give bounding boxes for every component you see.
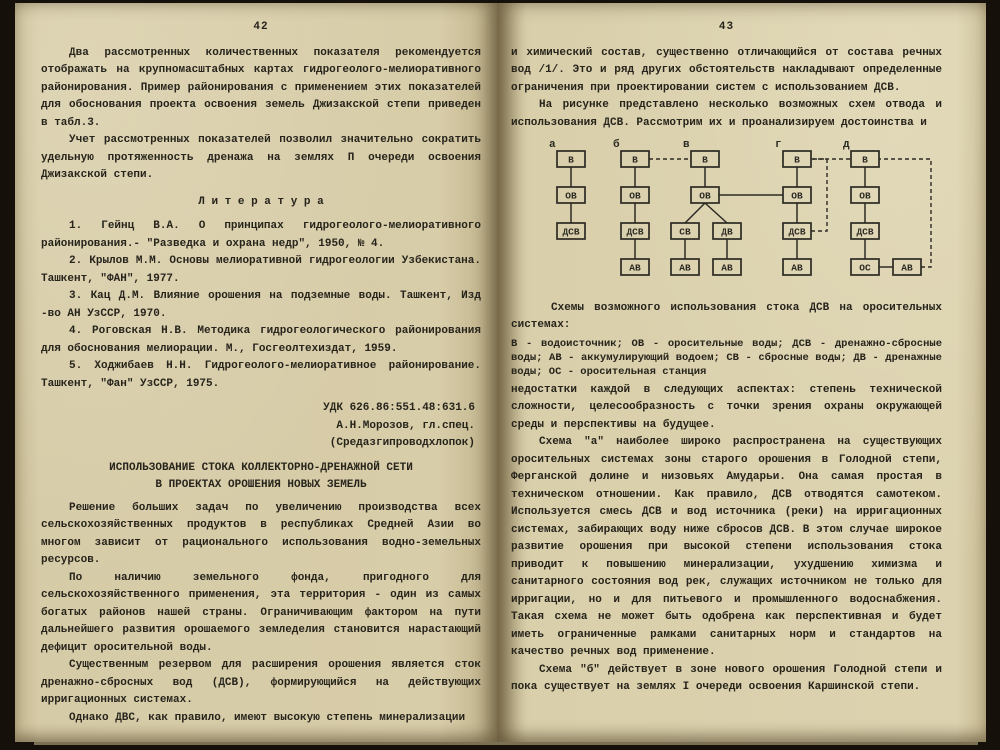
- box-reservoir: АВ: [901, 262, 913, 274]
- article-title-line2: В ПРОЕКТАХ ОРОШЕНИЯ НОВЫХ ЗЕМЕЛЬ: [155, 479, 367, 491]
- reference-item: 1. Гейнц В.А. О принципах гидрогеолого-мелиоративного районирования.- "Разведка и охрана недр", 1950, № 4.: [41, 220, 481, 250]
- schemes-diagram: [535, 137, 935, 289]
- reference-item: 2. Крылов М.М. Основы мелиоративной гидрогеологии Узбекистана. Ташкент, "ФАН", 1977.: [41, 255, 481, 285]
- box-reservoir: АВ: [791, 262, 803, 274]
- box-waste-water: СВ: [679, 226, 691, 238]
- box-pump-station: ОС: [859, 262, 871, 274]
- scheme-letter-v: в: [683, 139, 690, 151]
- paragraph: недостатки каждой в следующих аспектах: степень технической сложности, целесообразность с точки зрения охраны окружающей среды и перспективы на будущее.: [511, 383, 942, 431]
- figure-dsv-schemes: [535, 137, 942, 297]
- paragraph: Учет рассмотренных показателей позволил значительно сократить удельную протяженность дренажа на землях П очереди освоения Джизакской степи.: [41, 134, 481, 181]
- paragraph: На рисунке представлено несколько возможных схем отвода и использования ДСВ. Рассмотрим их и проанализируем достоинства и: [511, 99, 942, 129]
- page-number-left: 42: [253, 21, 269, 33]
- box-source: В: [568, 154, 574, 166]
- box-source: В: [794, 154, 800, 166]
- literature-heading: Л и т е р а т у р а: [198, 195, 324, 208]
- box-reservoir: АВ: [629, 262, 641, 274]
- box-drainage-water: ДСВ: [856, 226, 874, 238]
- box-reservoir: АВ: [721, 262, 733, 274]
- paragraph: По наличию земельного фонда, пригодного для сельскохозяйственного применения, эта территория - один из самых богатых районов нашей страны. Ограничивающим фактором на пути дальнейшего развития орошаемого земледелия становится нарастающий дефицит оросительной воды.: [41, 571, 481, 654]
- paragraph: Схема "б" действует в зоне нового орошения Голодной степи и пока существует на землях I очереди освоения Каршинской степи.: [511, 663, 942, 693]
- box-irrigation-water: ОВ: [565, 190, 577, 202]
- figure-legend: В - водоисточник; ОВ - оросительные воды; ДСВ - дренажно-сбросные воды; АВ - аккумулирующий водоем; СВ - сбросные воды; ДВ - дренажные воды; ОС - оросительная станция: [511, 337, 942, 378]
- box-irrigation-water: ОВ: [629, 190, 641, 202]
- paragraph: Решение больших задач по увеличению производства всех сельскохозяйственных продуктов в республиках Средней Азии во многом зависит от рационального использования водно-земельных ресурсов.: [41, 501, 481, 566]
- box-irrigation-water: ОВ: [859, 190, 871, 202]
- page-number-right: 43: [718, 21, 735, 33]
- reference-item: 4. Роговская Н.В. Методика гидрогеологического районирования для обоснования мелиорации. М., Госгеолтехиздат, 1959.: [41, 325, 481, 355]
- article-title-line1: ИСПОЛЬЗОВАНИЕ СТОКА КОЛЛЕКТОРНО-ДРЕНАЖНОЙ СЕТИ: [109, 461, 413, 474]
- reference-item: 5. Ходжибаев Н.Н. Гидрогеолого-мелиоративное районирование. Ташкент, "Фан" УзССР, 1975.: [41, 360, 481, 390]
- author-line: А.Н.Морозов, гл.спец.: [336, 419, 475, 432]
- scheme-letter-g: г: [775, 139, 782, 151]
- scheme-a: [557, 151, 585, 239]
- article-title: [41, 460, 481, 495]
- scheme-b: [621, 151, 649, 275]
- scheme-letter-a: а: [549, 139, 556, 151]
- box-irrigation-water: ОВ: [699, 190, 711, 202]
- scheme-letter-b: б: [613, 139, 620, 151]
- organization-line: (Средазгипроводхлопок): [329, 437, 475, 449]
- paragraph: Существенным резервом для расширения орошения является сток дренажно-сбросных вод (ДСВ), формирующийся на действующих ирригационных системах.: [41, 659, 481, 706]
- udk-block: [41, 400, 481, 453]
- page-42: [15, 3, 497, 742]
- page-43: [497, 3, 986, 742]
- paragraph: Однако ДВС, как правило, имеют высокую степень минерализации: [69, 711, 466, 724]
- paragraph: Два рассмотренных количественных показателя рекомендуется отображать на крупномасштабных картах гидрогеолого-мелиоративного районирования. Пример районирования с применением этих показателей для обоснования проекта освоения земель Джизакской степи приведен в табл.3.: [41, 46, 481, 129]
- box-irrigation-water: ОВ: [791, 190, 803, 202]
- reference-item: 3. Кац Д.М. Влияние орошения на подземные воды. Ташкент, Изд -во АН УзССР, 1970.: [41, 290, 481, 320]
- udk-number: УДК 626.86:551.48:631.6: [323, 402, 475, 414]
- paragraph: Схема "а" наиболее широко распространена на существующих оросительных системах зоны старого орошения в Голодной степи, Ферганской долине и низовьях Амударьи. Она самая простая в техническом отношении. Как правило, ДСВ отводятся самотеком. Используется смесь ДСВ и вод источника (реки) на ирригационных системах, забирающих воду ниже сбросов ДСВ. В этом случае широкое развитие орошения при высокой степени использования стока приводит к повышению минерализации, ухудшению химизма и санитарного состояния вод рек, служащих источником не только для ирригации, но и для питьевого и промышленного водоснабжения. Такая схема не может быть одобрена как перспективная и будет иметь ограниченные рамками санитарных норм и стандартов на качество речных вод применение.: [511, 436, 942, 658]
- box-drainage-water: ДСВ: [562, 226, 580, 238]
- box-reservoir: АВ: [679, 262, 691, 274]
- box-drain-water: ДВ: [721, 226, 733, 238]
- scheme-d: [811, 151, 931, 275]
- box-source: В: [862, 154, 868, 166]
- box-source: В: [632, 154, 638, 166]
- figure-caption: Схемы возможного использования стока ДСВ на оросительных системах:: [511, 301, 942, 331]
- paragraph: и химический состав, существенно отличающийся от состава речных вод /1/. Это и ряд других обстоятельств накладывают определенные ограничения при проектировании систем с использованием ДСВ.: [511, 46, 942, 94]
- box-drainage-water: ДСВ: [626, 226, 644, 238]
- scheme-g: [719, 151, 827, 275]
- scheme-letter-d: д: [843, 139, 850, 151]
- box-source: В: [702, 154, 708, 166]
- scheme-v: [649, 151, 741, 275]
- box-drainage-water: ДСВ: [788, 226, 806, 238]
